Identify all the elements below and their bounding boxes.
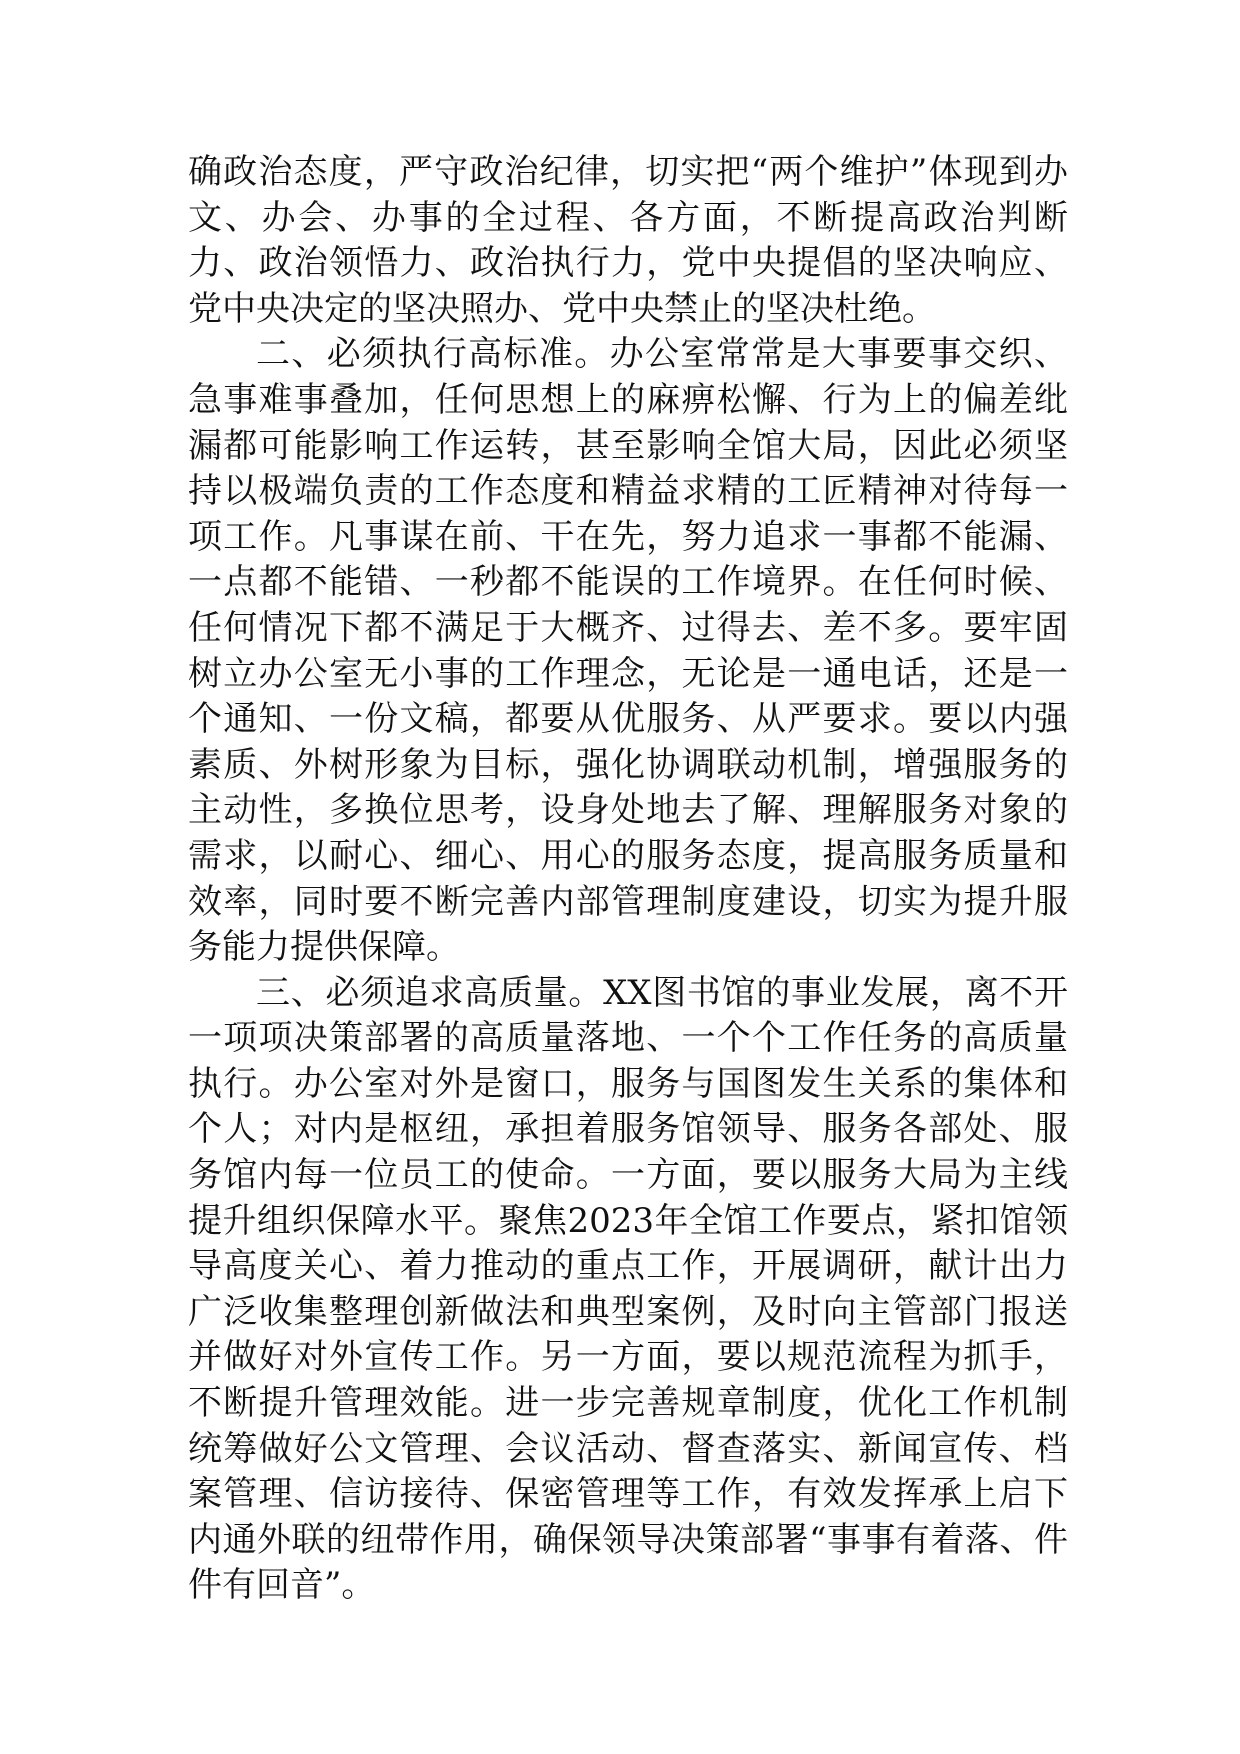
document-body: [188, 150, 1068, 1609]
paragraph-point-two: 二、必须执行高标准。办公室常常是大事要事交织、急事难事叠加，任何思想上的麻痹松懈、行为上的偏差纰漏都可能影响工作运转，甚至影响全馆大局，因此必须坚持以极端负责的工作态度和精益求精的工匠精神对待每一项工作。凡事谋在前、干在先，努力追求一事都不能漏、一点都不能错、一秒都不能误的工作境界。在任何时候、任何情况下都不满足于大概齐、过得去、差不多。要牢固树立办公室无小事的工作理念，无论是一通电话，还是一个通知、一份文稿，都要从优服务、从严要求。要以内强素质、外树形象为目标，强化协调联动机制，增强服务的主动性，多换位思考，设身处地去了解、理解服务对象的需求，以耐心、细心、用心的服务态度，提高服务质量和效率，同时要不断完善内部管理制度建设，切实为提升服务能力提供保障。: [188, 334, 1068, 968]
paragraph-point-three: 三、必须追求高质量。XX图书馆的事业发展，离不开一项项决策部署的高质量落地、一个个工作任务的高质量执行。办公室对外是窗口，服务与国图发生关系的集体和个人；对内是枢纽，承担着服务馆领导、服务各部处、服务馆内每一位员工的使命。一方面，要以服务大局为主线提升组织保障水平。聚焦2023年全馆工作要点，紧扣馆领导高度关心、着力推动的重点工作，开展调研，献计出力广泛收集整理创新做法和典型案例，及时向主管部门报送并做好对外宣传工作。另一方面，要以规范流程为抓手，不断提升管理效能。进一步完善规章制度，优化工作机制统筹做好公文管理、会议活动、督查落实、新闻宣传、档案管理、信访接待、保密管理等工作，有效发挥承上启下内通外联的纽带作用，确保领导决策部署“事事有着落、件件有回音”。: [188, 972, 1068, 1606]
paragraph-continuation: 确政治态度，严守政治纪律，切实把“两个维护”体现到办文、办会、办事的全过程、各方面，不断提高政治判断力、政治领悟力、政治执行力，党中央提倡的坚决响应、党中央决定的坚决照办、党中央禁止的坚决杜绝。: [188, 152, 1068, 329]
